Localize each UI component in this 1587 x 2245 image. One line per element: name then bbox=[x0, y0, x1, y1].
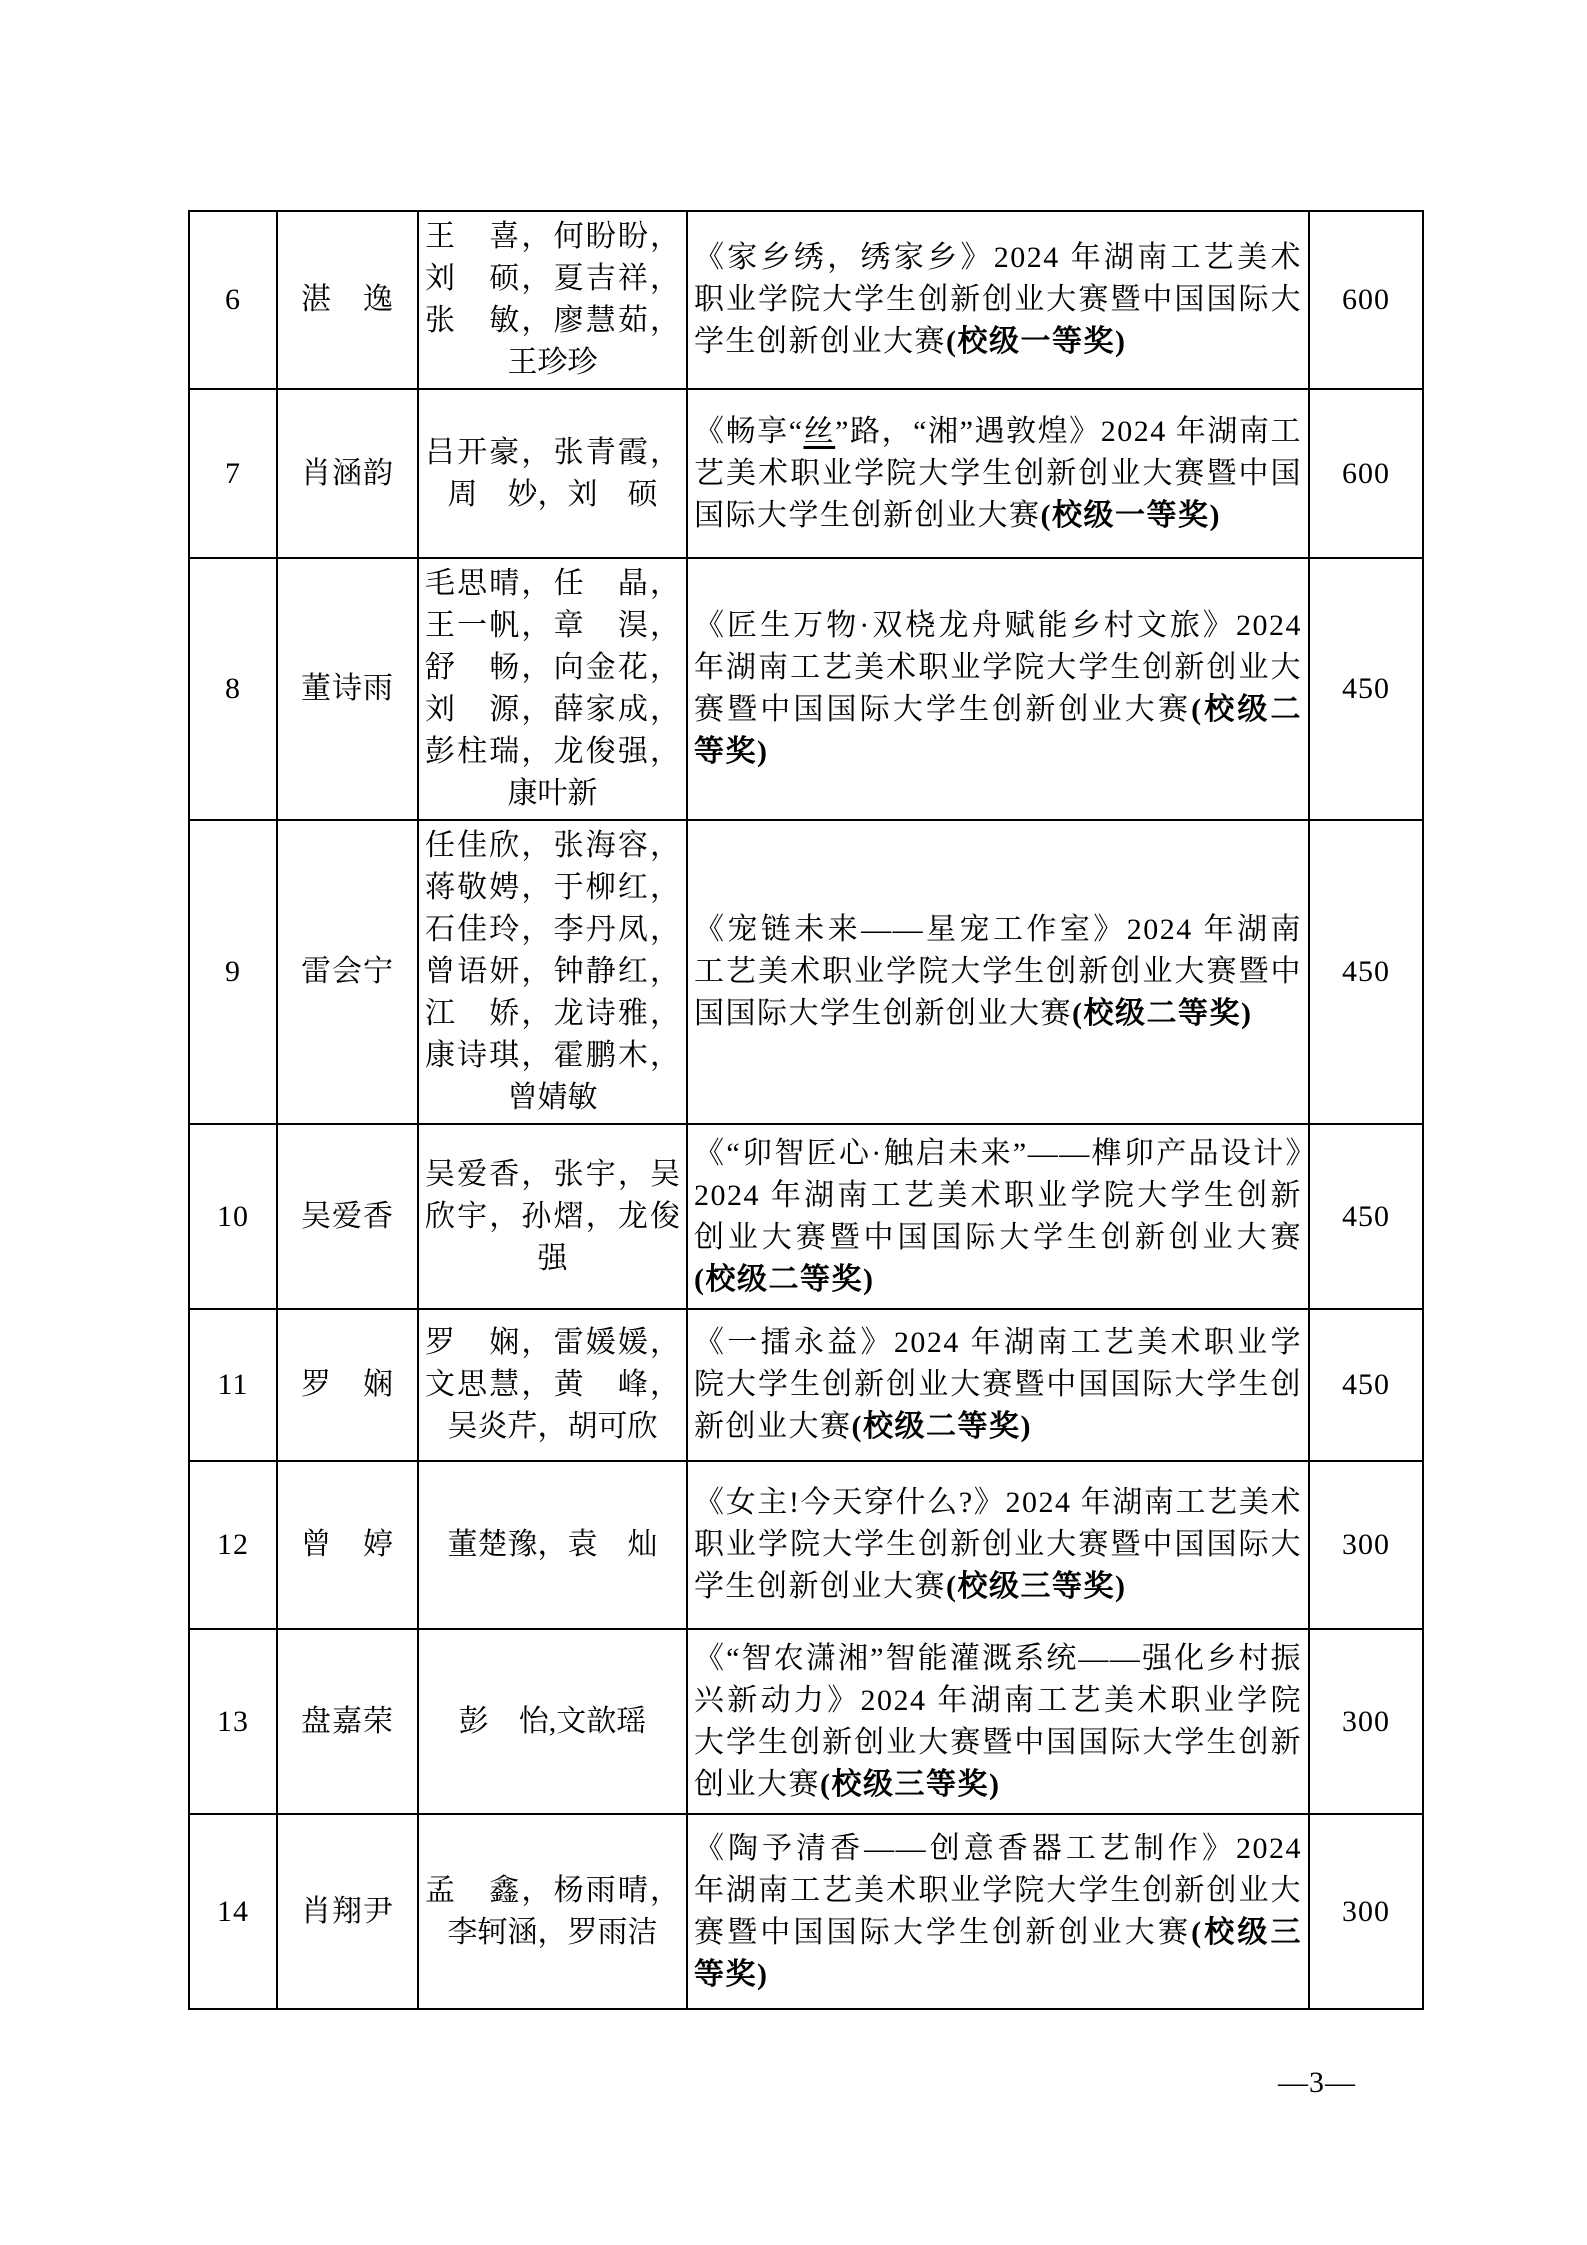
project-title-text: 《陶予清香——创意香器工艺制作》2024 年湖南工艺美术职业学院大学生创新创业大赛暨中国国际大学生创新创业大赛 bbox=[694, 1831, 1302, 1949]
project-underlined-text: 丝 bbox=[803, 414, 836, 448]
project-cell bbox=[687, 558, 1309, 820]
table-row bbox=[189, 211, 1423, 389]
amount-cell: 300 bbox=[1309, 1814, 1423, 2009]
leader-name-cell: 肖翔尹 bbox=[277, 1814, 418, 2009]
project-title-text: 《宠链未来——星宠工作室》2024 年湖南工艺美术职业学院大学生创新创业大赛暨中国国际大学生创新创业大赛 bbox=[694, 913, 1302, 1030]
project-cell bbox=[687, 1309, 1309, 1461]
members-cell: 吴爱香，张宇，吴欣宇，孙熠，龙俊强 bbox=[418, 1124, 687, 1309]
table-row bbox=[189, 558, 1423, 820]
amount-cell: 450 bbox=[1309, 820, 1423, 1124]
amount-cell: 300 bbox=[1309, 1461, 1423, 1629]
leader-name-cell: 湛 逸 bbox=[277, 211, 418, 389]
project-cell bbox=[687, 820, 1309, 1124]
project-title-text: ”路，“湘”遇敦煌》2024 年湖南工艺美术职业学院大学生创新创业大赛暨中国国际大学生创新创业大赛 bbox=[694, 414, 1303, 532]
award-level-text: (校级三等奖) bbox=[694, 1915, 1303, 1991]
leader-name-cell: 罗 娴 bbox=[277, 1309, 418, 1461]
table-row bbox=[189, 1309, 1423, 1461]
awards-table bbox=[188, 210, 1424, 2010]
project-title-text: 《女主!今天穿什么?》2024 年湖南工艺美术职业学院大学生创新创业大赛暨中国国际大学生创新创业大赛 bbox=[694, 1486, 1302, 1603]
members-cell: 彭 怡,文歆瑶 bbox=[418, 1629, 687, 1814]
page-number: —3— bbox=[1278, 2066, 1356, 2099]
leader-name-cell: 董诗雨 bbox=[277, 558, 418, 820]
members-cell: 孟 鑫，杨雨晴，李轲涵，罗雨洁 bbox=[418, 1814, 687, 2009]
row-index-cell: 11 bbox=[189, 1309, 277, 1461]
leader-name-cell: 曾 婷 bbox=[277, 1461, 418, 1629]
award-level-text: (校级一等奖) bbox=[946, 325, 1127, 358]
project-cell bbox=[687, 1461, 1309, 1629]
project-title-text: 《“智农潇湘”智能灌溉系统——强化乡村振兴新动力》2024 年湖南工艺美术职业学院大学生创新创业大赛暨中国国际大学生创新创业大赛 bbox=[694, 1641, 1302, 1801]
row-index-cell: 6 bbox=[189, 211, 277, 389]
members-cell: 王 喜，何盼盼，刘 硕，夏吉祥，张 敏，廖慧茹，王珍珍 bbox=[418, 211, 687, 389]
leader-name-cell: 吴爱香 bbox=[277, 1124, 418, 1309]
amount-cell: 600 bbox=[1309, 389, 1423, 558]
project-cell bbox=[687, 211, 1309, 389]
project-title-text: 《匠生万物·双桡龙舟赋能乡村文旅》2024 年湖南工艺美术职业学院大学生创新创业大赛暨中国国际大学生创新创业大赛 bbox=[694, 609, 1302, 726]
award-level-text: (校级三等奖) bbox=[820, 1767, 1001, 1801]
row-index-cell: 14 bbox=[189, 1814, 277, 2009]
project-title-text: 《畅享“ bbox=[694, 414, 804, 448]
row-index-cell: 10 bbox=[189, 1124, 277, 1309]
award-level-text: (校级二等奖) bbox=[1072, 997, 1253, 1030]
amount-cell: 300 bbox=[1309, 1629, 1423, 1814]
leader-name-cell: 盘嘉荣 bbox=[277, 1629, 418, 1814]
members-cell: 毛思晴，任 晶，王一帆，章 淏，舒 畅，向金花，刘 源，薛家成，彭柱瑞，龙俊强，康叶新 bbox=[418, 558, 687, 820]
table-row bbox=[189, 1814, 1423, 2009]
project-title-text: 《家乡绣，绣家乡》2024 年湖南工艺美术职业学院大学生创新创业大赛暨中国国际大学生创新创业大赛 bbox=[694, 241, 1302, 358]
project-cell bbox=[687, 389, 1309, 558]
row-index-cell: 8 bbox=[189, 558, 277, 820]
project-cell bbox=[687, 1814, 1309, 2009]
row-index-cell: 7 bbox=[189, 389, 277, 558]
award-level-text: (校级二等奖) bbox=[694, 1262, 875, 1296]
members-cell: 任佳欣，张海容，蒋敬娉，于柳红，石佳玲，李丹凤，曾语妍，钟静红，江 娇，龙诗雅，康诗琪，霍鹏木，曾婧敏 bbox=[418, 820, 687, 1124]
award-level-text: (校级三等奖) bbox=[946, 1570, 1127, 1603]
table-row bbox=[189, 820, 1423, 1124]
award-level-text: (校级二等奖) bbox=[851, 1410, 1032, 1443]
award-level-text: (校级一等奖) bbox=[1040, 498, 1221, 532]
leader-name-cell: 雷会宁 bbox=[277, 820, 418, 1124]
table-row bbox=[189, 1461, 1423, 1629]
table-row bbox=[189, 1629, 1423, 1814]
table-row bbox=[189, 1124, 1423, 1309]
row-index-cell: 13 bbox=[189, 1629, 277, 1814]
project-cell bbox=[687, 1124, 1309, 1309]
amount-cell: 450 bbox=[1309, 1309, 1423, 1461]
row-index-cell: 9 bbox=[189, 820, 277, 1124]
project-title-text: 《“卯智匠心·触启未来”——榫卯产品设计》2024 年湖南工艺美术职业学院大学生创新创业大赛暨中国国际大学生创新创业大赛 bbox=[694, 1136, 1302, 1254]
leader-name-cell: 肖涵韵 bbox=[277, 389, 418, 558]
members-cell: 董楚豫，袁 灿 bbox=[418, 1461, 687, 1629]
project-cell bbox=[687, 1629, 1309, 1814]
amount-cell: 450 bbox=[1309, 1124, 1423, 1309]
award-level-text: (校级二等奖) bbox=[694, 693, 1303, 768]
table-row bbox=[189, 389, 1423, 558]
amount-cell: 600 bbox=[1309, 211, 1423, 389]
members-cell: 罗 娴，雷媛媛，文思慧，黄 峰，吴炎芹，胡可欣 bbox=[418, 1309, 687, 1461]
members-cell: 吕开豪，张青霞，周 妙，刘 硕 bbox=[418, 389, 687, 558]
project-title-text: 《一擂永益》2024 年湖南工艺美术职业学院大学生创新创业大赛暨中国国际大学生创新创业大赛 bbox=[694, 1326, 1302, 1443]
row-index-cell: 12 bbox=[189, 1461, 277, 1629]
amount-cell: 450 bbox=[1309, 558, 1423, 820]
